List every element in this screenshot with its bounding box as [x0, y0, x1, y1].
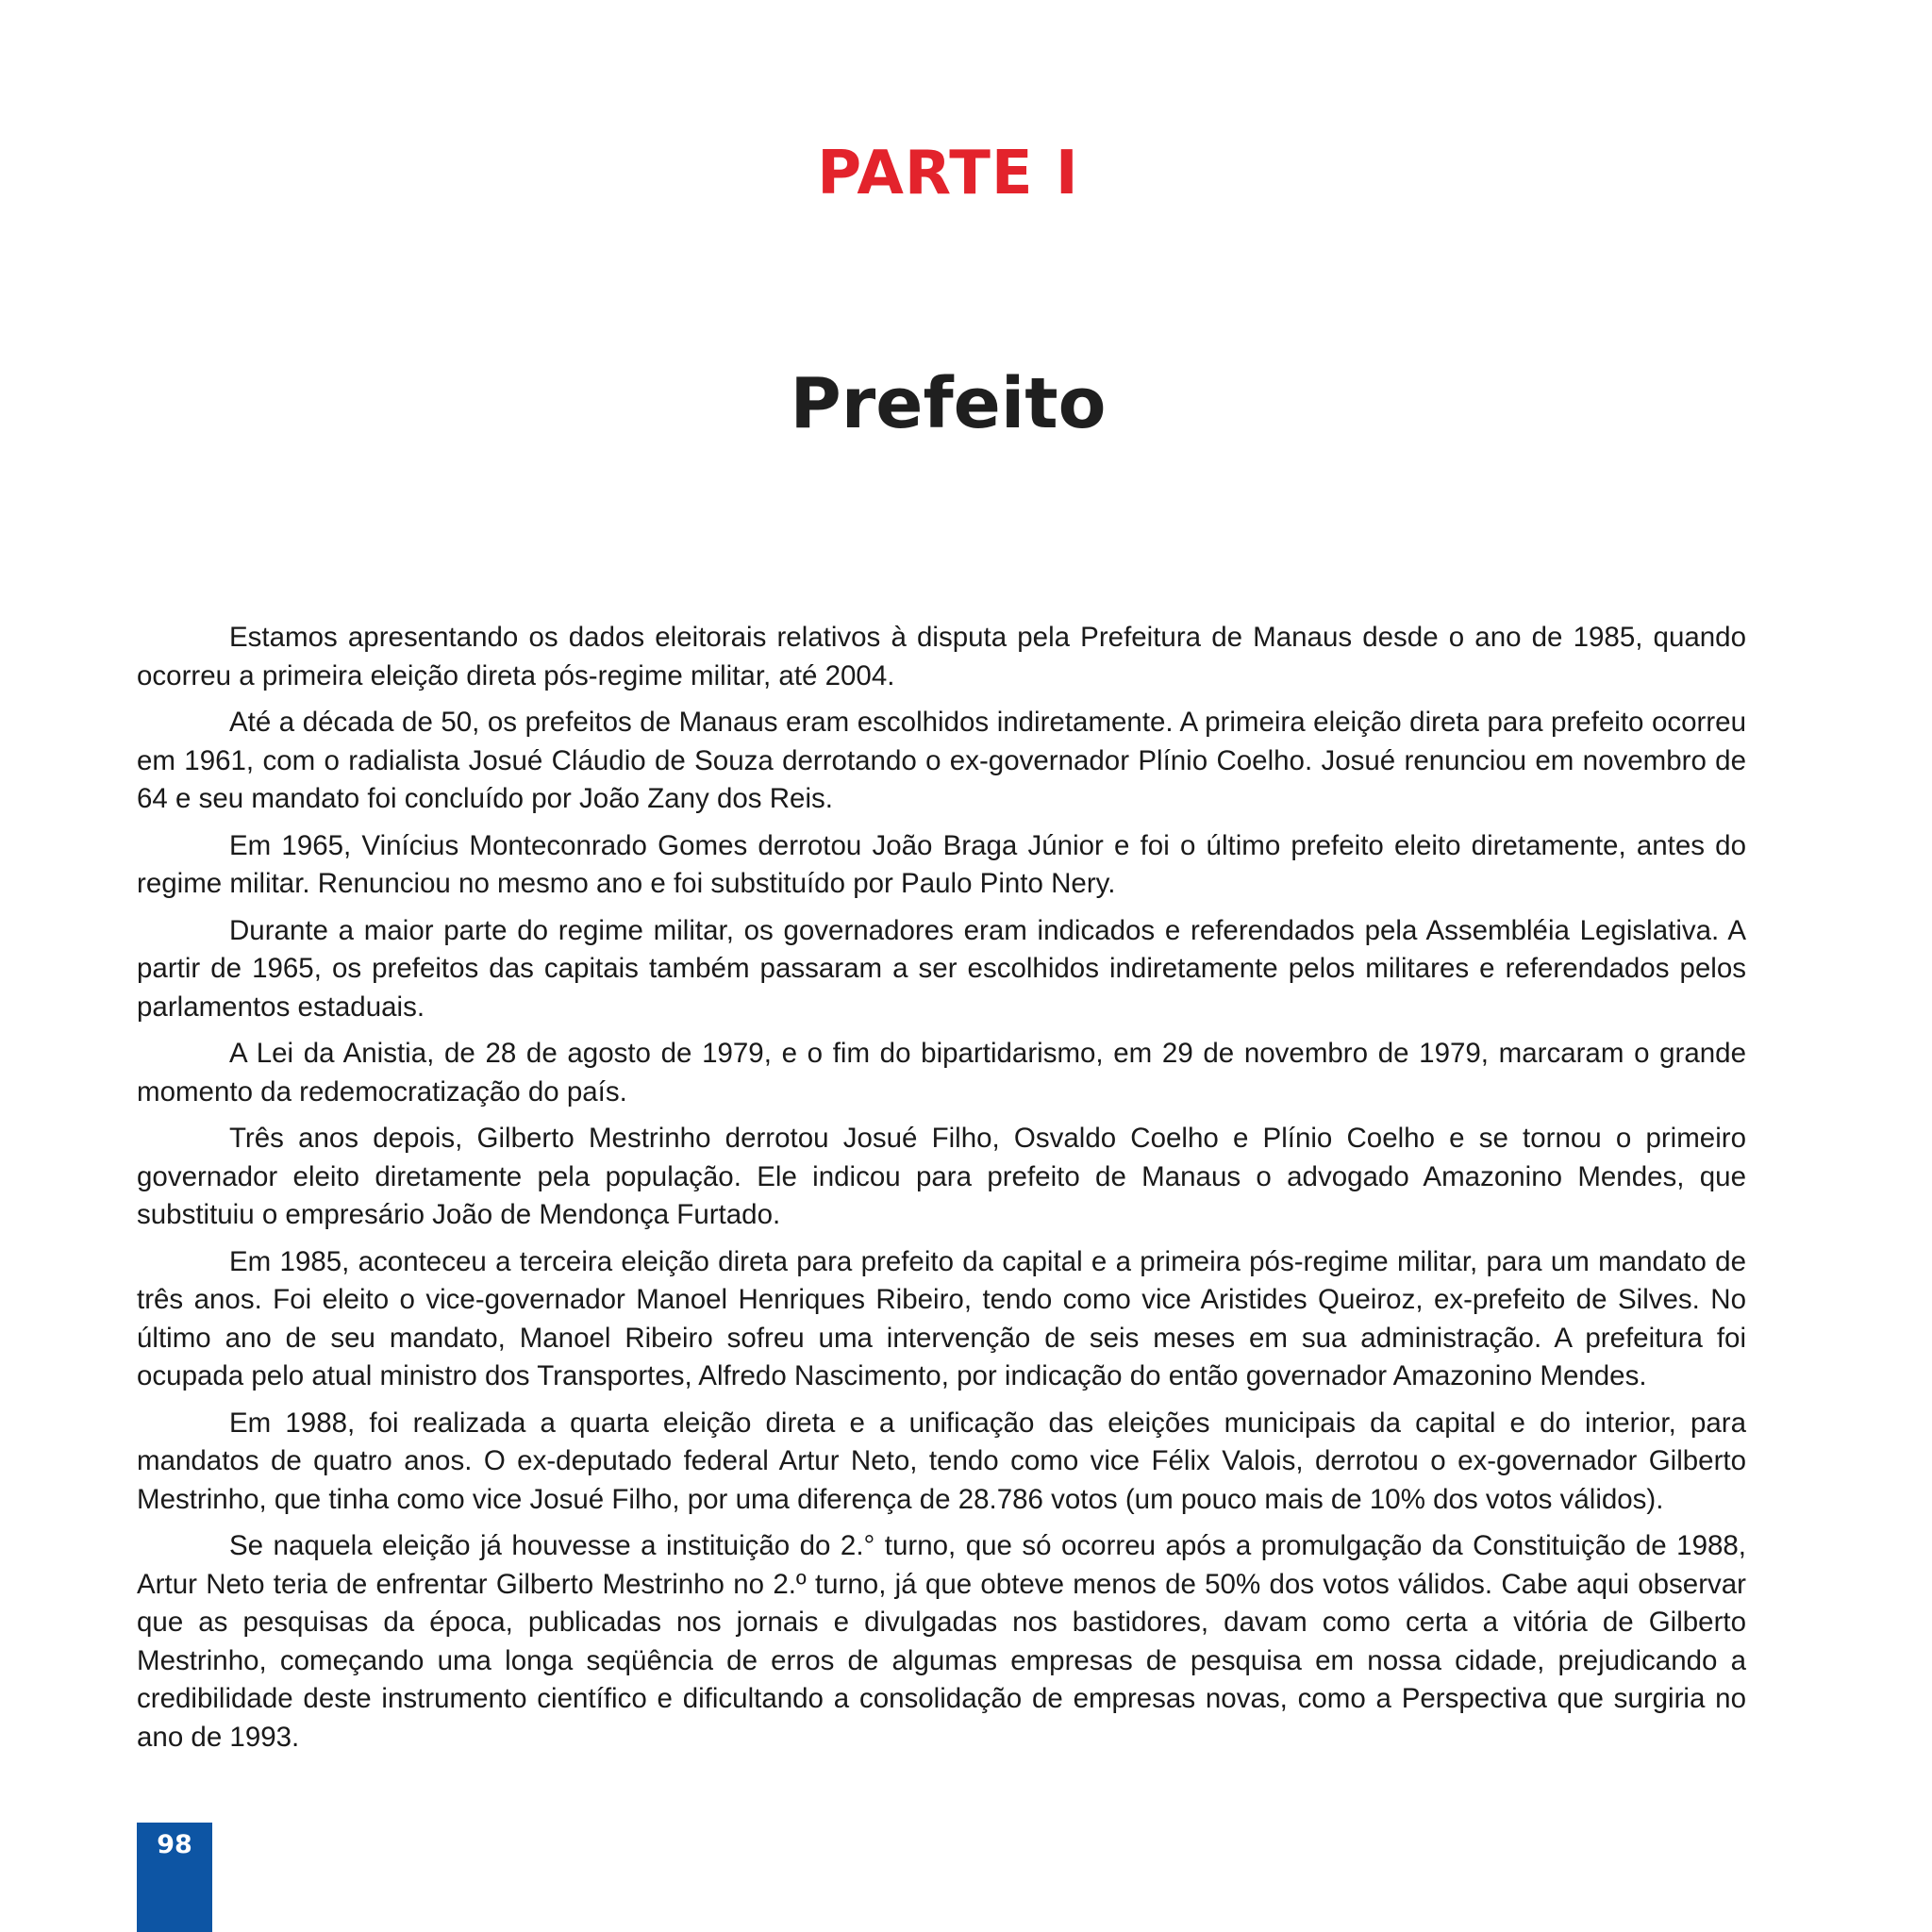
paragraph: Em 1985, aconteceu a terceira eleição direta para prefeito da capital e a primeira pós-regime militar, para um mandato de três anos. Foi eleito o vice-governador Manoel Henriques Ribeiro, tendo como vice Aristides Queiroz, ex-prefeito de Silves. No último ano de seu mandato, Manoel Ribeiro sofreu uma intervenção de seis meses em sua administração. A prefeitura foi ocupada pelo atual ministro dos Transportes, Alfredo Nascimento, por indicação do então governador Amazonino Mendes. [137, 1245, 1746, 1391]
chapter-title: Prefeito [790, 363, 1107, 444]
paragraph: Até a década de 50, os prefeitos de Manaus eram escolhidos indiretamente. A primeira eleição direta para prefeito ocorreu em 1961, com o radialista Josué Cláudio de Souza derrotando o ex-governador Plínio Coelho. Josué renunciou em novembro de 64 e seu mandato foi concluído por João Zany dos Reis. [137, 707, 1746, 814]
paragraph: Se naquela eleição já houvesse a instituição do 2.° turno, que só ocorreu após a promulgação da Constituição de 1988, Artur Neto teria de enfrentar Gilberto Mestrinho no 2.º turno, já que obteve menos de 50% dos votos válidos. Cabe aqui observar que as pesquisas da época, publicadas nos jornais e divulgadas nos bastidores, davam como certa a vitória de Gilberto Mestrinho, começando uma longa seqüência de erros de algumas empresas de pesquisa em nossa cidade, prejudicando a credibilidade deste instrumento científico e dificultando a consolidação de empresas novas, como a Perspectiva que surgiria no ano de 1993. [137, 1530, 1746, 1753]
paragraph: Estamos apresentando os dados eleitorais relativos à disputa pela Prefeitura de Manaus desde o ano de 1985, quando ocorreu a primeira eleição direta pós-regime militar, até 2004. [137, 622, 1746, 691]
paragraph: Três anos depois, Gilberto Mestrinho derrotou Josué Filho, Osvaldo Coelho e Plínio Coelho e se tornou o primeiro governador eleito diretamente pela população. Ele indicou para prefeito de Manaus o advogado Amazonino Mendes, que substituiu o empresário João de Mendonça Furtado. [137, 1123, 1746, 1230]
paragraph: Durante a maior parte do regime militar, os governadores eram indicados e referendados pela Assembléia Legislativa. A partir de 1965, os prefeitos das capitais também passaram a ser escolhidos indiretamente pelos militares e referendados pelos parlamentos estaduais. [137, 914, 1746, 1023]
paragraph: A Lei da Anistia, de 28 de agosto de 1979, e o fim do bipartidarismo, em 29 de novembro de 1979, marcaram o grande momento da redemocratização do país. [137, 1038, 1746, 1108]
body-text [137, 619, 1746, 1765]
paragraph: Em 1988, foi realizada a quarta eleição direta e a unificação das eleições municipais da capital e do interior, para mandatos de quatro anos. O ex-deputado federal Artur Neto, tendo como vice Félix Valois, derrotou o ex-governador Gilberto Mestrinho, que tinha como vice Josué Filho, por uma diferença de 28.786 votos (um pouco mais de 10% dos votos válidos). [137, 1407, 1746, 1515]
part-label: PARTE I [817, 139, 1079, 208]
page-number: 98 [157, 1830, 192, 1859]
paragraph: Em 1965, Vinícius Monteconrado Gomes derrotou João Braga Júnior e foi o último prefeito eleito diretamente, antes do regime militar. Renunciou no mesmo ano e foi substituído por Paulo Pinto Nery. [137, 829, 1746, 899]
page-number-tab [137, 1823, 212, 1932]
